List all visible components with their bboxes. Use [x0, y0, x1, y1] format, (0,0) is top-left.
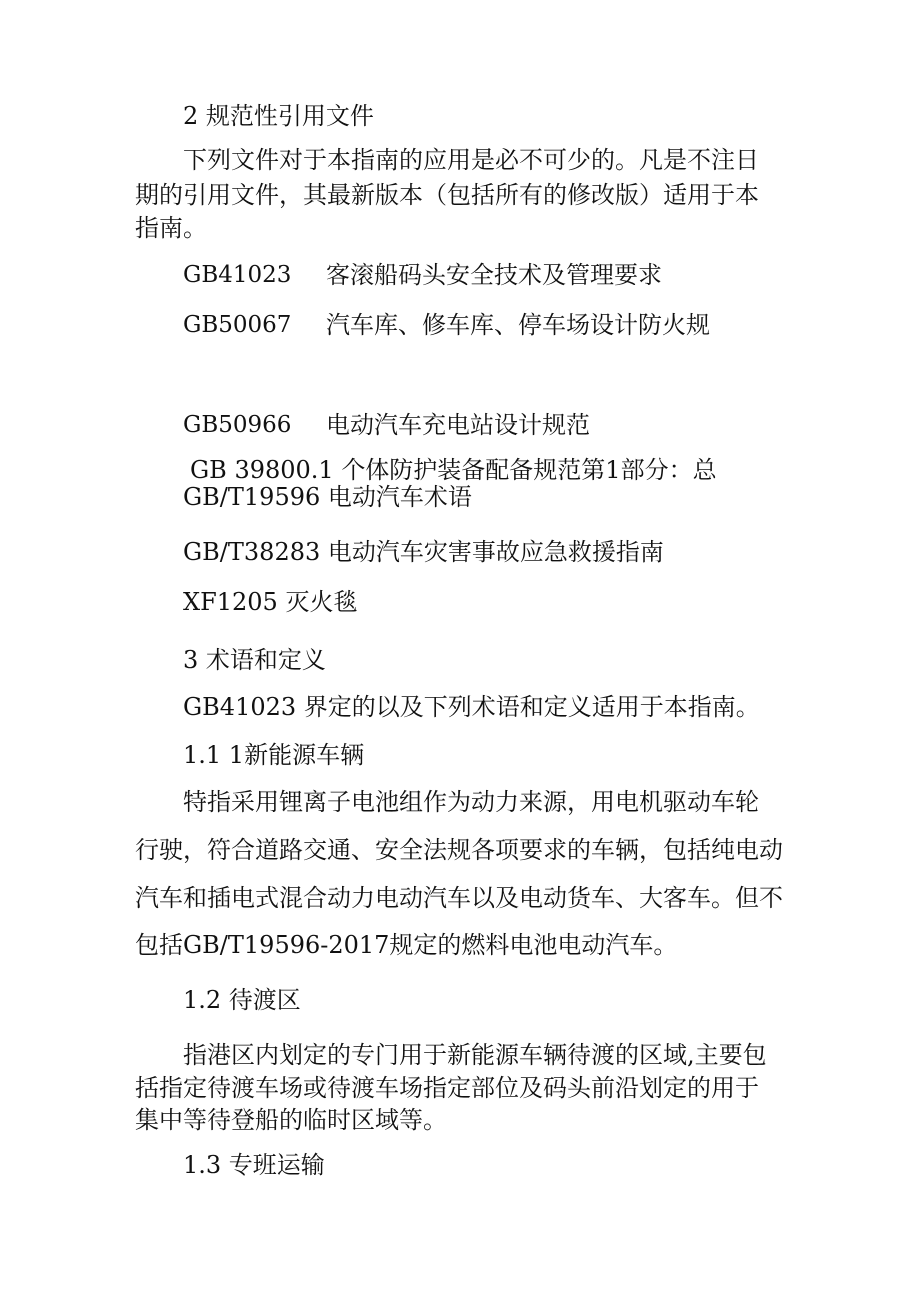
reference-line: GB 39800.1 个体防护装备配备规范第1部分：总 [190, 456, 717, 484]
paragraph-line: 集中等待登船的临时区域等。 [135, 1106, 447, 1134]
paragraph-line: 指港区内划定的专门用于新能源车辆待渡的区域,主要包 [183, 1041, 767, 1069]
paragraph-line: 行驶，符合道路交通、安全法规各项要求的车辆，包括纯电动 [135, 836, 783, 864]
term-heading: 1.1 1新能源车辆 [183, 741, 365, 769]
reference-title: 汽车库、修车库、停车场设计防火规 [326, 311, 710, 339]
paragraph-line: 括指定待渡车场或待渡车场指定部位及码头前沿划定的用于 [135, 1074, 759, 1102]
reference-code: GB50966 [183, 412, 292, 438]
paragraph-line: GB41023 界定的以及下列术语和定义适用于本指南。 [183, 693, 760, 721]
section-heading: 3 术语和定义 [183, 646, 326, 674]
section-heading: 2 规范性引用文件 [183, 102, 374, 130]
term-heading: 1.2 待渡区 [183, 986, 301, 1014]
reference-title: 客滚船码头安全技术及管理要求 [326, 261, 662, 289]
paragraph-line: 下列文件对于本指南的应用是必不可少的。凡是不注日 [183, 146, 759, 174]
reference-code: GB50067 [183, 312, 292, 338]
reference-code: GB41023 [183, 262, 292, 288]
paragraph-line: 包括GB/T19596-2017规定的燃料电池电动汽车。 [135, 931, 678, 959]
reference-line: GB/T38283 电动汽车灾害事故应急救援指南 [183, 538, 664, 566]
reference-title: 电动汽车充电站设计规范 [326, 411, 590, 439]
paragraph-line: 期的引用文件，其最新版本（包括所有的修改版）适用于本 [135, 181, 759, 209]
paragraph-line: 汽车和插电式混合动力电动汽车以及电动货车、大客车。但不 [135, 884, 783, 912]
reference-line: XF1205 灭火毯 [183, 588, 358, 616]
term-heading: 1.3 专班运输 [183, 1151, 325, 1179]
reference-line: GB/T19596 电动汽车术语 [183, 483, 472, 511]
paragraph-line: 特指采用锂离子电池组作为动力来源，用电机驱动车轮 [183, 788, 759, 816]
paragraph-line: 指南。 [135, 214, 207, 242]
